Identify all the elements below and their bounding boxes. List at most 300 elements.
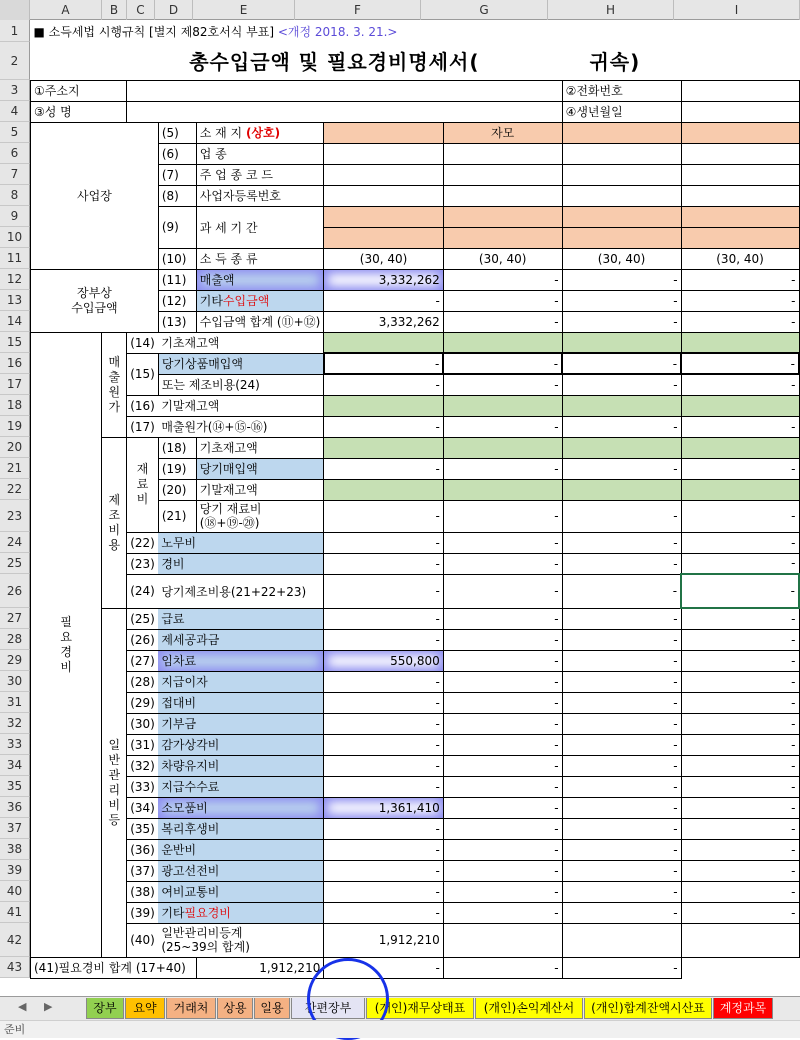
column-header[interactable]: H bbox=[548, 0, 674, 20]
fees-label: 지급수수료 bbox=[158, 776, 324, 797]
cell[interactable]: - bbox=[443, 269, 562, 290]
cell[interactable]: - bbox=[681, 416, 799, 437]
revenue-total-label: 수입금액 합계 (⑪+⑫) bbox=[196, 311, 324, 332]
row-header[interactable]: 10 bbox=[0, 227, 30, 248]
row-header[interactable]: 34 bbox=[0, 755, 30, 776]
cell[interactable] bbox=[562, 923, 681, 957]
row-header[interactable]: 30 bbox=[0, 671, 30, 692]
cell[interactable]: - bbox=[324, 860, 443, 881]
business-address-label: 소 재 지 (상호) bbox=[196, 122, 324, 143]
cell[interactable]: - bbox=[562, 629, 681, 650]
status-bar bbox=[0, 1020, 800, 1038]
cell[interactable] bbox=[324, 479, 443, 500]
row-number: (7) bbox=[158, 164, 196, 185]
cell[interactable]: - bbox=[562, 839, 681, 860]
income-type-i[interactable]: (30, 40) bbox=[681, 248, 799, 269]
sheet-tab[interactable]: 장부 bbox=[86, 998, 124, 1019]
opening-inventory-label: 기초재고액 bbox=[158, 332, 324, 353]
cell[interactable]: - bbox=[562, 416, 681, 437]
cell[interactable] bbox=[681, 479, 799, 500]
row-header[interactable]: 2 bbox=[0, 42, 30, 80]
row-number: (14) bbox=[127, 332, 159, 353]
row-number: (28) bbox=[127, 671, 159, 692]
industry-code-label: 주 업 종 코 드 bbox=[196, 164, 324, 185]
row-header[interactable]: 8 bbox=[0, 185, 30, 206]
row-header[interactable]: 18 bbox=[0, 395, 30, 416]
cell[interactable]: - bbox=[443, 629, 562, 650]
cell[interactable]: - bbox=[562, 353, 681, 374]
cell[interactable]: - bbox=[562, 650, 681, 671]
cell[interactable]: - bbox=[562, 553, 681, 574]
row-header[interactable]: 39 bbox=[0, 860, 30, 881]
cell[interactable] bbox=[681, 395, 799, 416]
cell[interactable]: - bbox=[562, 574, 681, 608]
cell[interactable]: - bbox=[324, 881, 443, 902]
row-number: (35) bbox=[127, 818, 159, 839]
cell[interactable]: - bbox=[443, 957, 562, 978]
cell[interactable]: - bbox=[681, 608, 799, 629]
row-header[interactable]: 33 bbox=[0, 734, 30, 755]
column-header[interactable]: D bbox=[155, 0, 193, 20]
supplies-f[interactable]: 1,361,410 bbox=[324, 797, 443, 818]
sheet-tab-bar bbox=[0, 996, 800, 1020]
business-address-h[interactable] bbox=[562, 122, 681, 143]
column-header[interactable]: I bbox=[674, 0, 800, 20]
cell[interactable] bbox=[443, 185, 562, 206]
cell[interactable]: - bbox=[443, 458, 562, 479]
cell[interactable]: - bbox=[443, 797, 562, 818]
cell[interactable] bbox=[324, 143, 443, 164]
sheet-tab[interactable]: 계정과목 bbox=[713, 998, 773, 1019]
row-header[interactable]: 11 bbox=[0, 248, 30, 269]
admin-group-label: 일 반 관 리 비 등 bbox=[102, 608, 127, 957]
taxes-label: 제세공과금 bbox=[158, 629, 324, 650]
cell[interactable]: - bbox=[324, 374, 443, 395]
cell[interactable]: - bbox=[443, 692, 562, 713]
cell[interactable] bbox=[681, 164, 799, 185]
cell[interactable]: - bbox=[681, 650, 799, 671]
row-number: (15) bbox=[127, 353, 159, 395]
row-number: (8) bbox=[158, 185, 196, 206]
cell[interactable]: - bbox=[324, 818, 443, 839]
cell[interactable]: - bbox=[443, 574, 562, 608]
overhead-label: 경비 bbox=[158, 553, 324, 574]
income-type-f[interactable]: (30, 40) bbox=[324, 248, 443, 269]
industry-label: 업 종 bbox=[196, 143, 324, 164]
rent-f[interactable]: 550,800 bbox=[324, 650, 443, 671]
tax-period-label: 과 세 기 간 bbox=[196, 206, 324, 248]
cell[interactable]: - bbox=[681, 902, 799, 923]
row-header[interactable]: 19 bbox=[0, 416, 30, 437]
business-address-f[interactable] bbox=[324, 122, 443, 143]
cell[interactable]: - bbox=[681, 755, 799, 776]
row-header[interactable]: 12 bbox=[0, 269, 30, 290]
cell[interactable]: - bbox=[562, 458, 681, 479]
cell[interactable]: - bbox=[324, 608, 443, 629]
sheet-tab[interactable]: (개인)합계잔액시산표 bbox=[584, 998, 712, 1019]
cell[interactable]: - bbox=[324, 574, 443, 608]
cell[interactable]: - bbox=[324, 458, 443, 479]
row-number: (29) bbox=[127, 692, 159, 713]
cell[interactable] bbox=[681, 227, 799, 248]
phone-value[interactable] bbox=[681, 80, 799, 101]
cell[interactable]: - bbox=[324, 553, 443, 574]
row-number: (12) bbox=[158, 290, 196, 311]
expense-total-label: (41)필요경비 합계 (17+40) bbox=[31, 957, 197, 978]
row-number: (27) bbox=[127, 650, 159, 671]
row-header[interactable]: 37 bbox=[0, 818, 30, 839]
cell[interactable]: - bbox=[443, 671, 562, 692]
cell[interactable]: - bbox=[681, 776, 799, 797]
row-header[interactable]: 14 bbox=[0, 311, 30, 332]
row-number: (31) bbox=[127, 734, 159, 755]
row-header[interactable]: 4 bbox=[0, 101, 30, 122]
cell[interactable]: - bbox=[562, 608, 681, 629]
cell[interactable]: - bbox=[681, 374, 799, 395]
cell[interactable] bbox=[324, 227, 443, 248]
row-header[interactable]: 9 bbox=[0, 206, 30, 227]
sheet-tab[interactable]: (개인)손익계산서 bbox=[475, 998, 583, 1019]
cell[interactable] bbox=[562, 227, 681, 248]
cell[interactable] bbox=[324, 437, 443, 458]
column-header[interactable]: G bbox=[421, 0, 548, 20]
cell[interactable]: - bbox=[681, 353, 799, 374]
cell[interactable]: - bbox=[443, 902, 562, 923]
row-number: (6) bbox=[158, 143, 196, 164]
cell[interactable]: - bbox=[681, 860, 799, 881]
sheet-tab[interactable]: 요약 bbox=[125, 998, 165, 1019]
row-header[interactable]: 35 bbox=[0, 776, 30, 797]
material-closing-label: 기말재고액 bbox=[196, 479, 324, 500]
admin-total-f[interactable]: 1,912,210 bbox=[324, 923, 443, 957]
cell[interactable] bbox=[562, 332, 681, 353]
select-all-corner[interactable] bbox=[0, 0, 30, 20]
expense-group-label: 필 요 경 비 bbox=[31, 332, 102, 957]
row-header[interactable]: 22 bbox=[0, 479, 30, 500]
shipping-label: 운반비 bbox=[158, 839, 324, 860]
cell[interactable]: - bbox=[562, 797, 681, 818]
row-number: (21) bbox=[158, 500, 196, 532]
name-value[interactable] bbox=[127, 101, 562, 122]
row-number: (9) bbox=[158, 206, 196, 248]
cell[interactable]: - bbox=[443, 734, 562, 755]
row-header[interactable]: 20 bbox=[0, 437, 30, 458]
row-number: (34) bbox=[127, 797, 159, 818]
cell[interactable]: - bbox=[562, 957, 681, 978]
cell[interactable]: - bbox=[681, 713, 799, 734]
labor-label: 노무비 bbox=[158, 532, 324, 553]
cell[interactable]: - bbox=[324, 957, 443, 978]
row-header[interactable]: 5 bbox=[0, 122, 30, 143]
address-label: ①주소지 bbox=[31, 80, 127, 101]
cell[interactable]: - bbox=[443, 608, 562, 629]
row-header[interactable]: 41 bbox=[0, 902, 30, 923]
cell[interactable]: - bbox=[562, 311, 681, 332]
income-type-label: 소 득 종 류 bbox=[196, 248, 324, 269]
revenue-total-f[interactable]: 3,332,262 bbox=[324, 311, 443, 332]
cell[interactable]: - bbox=[681, 532, 799, 553]
cell[interactable] bbox=[562, 395, 681, 416]
cell[interactable] bbox=[562, 437, 681, 458]
row-number: (17) bbox=[127, 416, 159, 437]
cell[interactable] bbox=[562, 479, 681, 500]
depreciation-label: 감가상각비 bbox=[158, 734, 324, 755]
row-header[interactable]: 7 bbox=[0, 164, 30, 185]
sales-f[interactable]: 3,332,262 bbox=[324, 269, 443, 290]
cell[interactable] bbox=[324, 206, 443, 227]
cell[interactable] bbox=[443, 923, 562, 957]
cell[interactable] bbox=[681, 143, 799, 164]
supplies-label: 소모품비 bbox=[158, 797, 324, 818]
business-address-g[interactable]: 자모 bbox=[443, 122, 562, 143]
cell[interactable]: - bbox=[324, 532, 443, 553]
cell[interactable]: - bbox=[562, 902, 681, 923]
cell[interactable]: - bbox=[562, 671, 681, 692]
cell[interactable]: - bbox=[562, 692, 681, 713]
cell[interactable]: - bbox=[562, 734, 681, 755]
cell[interactable]: - bbox=[681, 269, 799, 290]
sheet-tab[interactable]: 거래처 bbox=[166, 998, 216, 1019]
cell[interactable]: - bbox=[681, 458, 799, 479]
column-header[interactable]: C bbox=[127, 0, 155, 20]
cell[interactable] bbox=[324, 332, 443, 353]
row-header[interactable]: 17 bbox=[0, 374, 30, 395]
cell[interactable]: - bbox=[562, 269, 681, 290]
row-number: (23) bbox=[127, 553, 159, 574]
cell[interactable]: - bbox=[443, 881, 562, 902]
cell[interactable]: - bbox=[443, 353, 562, 374]
row-number: (33) bbox=[127, 776, 159, 797]
cell[interactable]: - bbox=[681, 818, 799, 839]
cell[interactable] bbox=[324, 185, 443, 206]
mfg-group-label: 제 조 비 용 bbox=[102, 437, 127, 608]
cell[interactable]: - bbox=[562, 713, 681, 734]
row-number: (26) bbox=[127, 629, 159, 650]
cell[interactable]: - bbox=[324, 902, 443, 923]
cell[interactable] bbox=[681, 923, 799, 957]
row-header[interactable]: 16 bbox=[0, 353, 30, 374]
row-header[interactable]: 26 bbox=[0, 574, 30, 608]
cell[interactable] bbox=[443, 332, 562, 353]
cell[interactable]: - bbox=[324, 713, 443, 734]
other-revenue-label: 기타수입금액 bbox=[196, 290, 324, 311]
column-header[interactable]: E bbox=[193, 0, 295, 20]
donation-label: 기부금 bbox=[158, 713, 324, 734]
cell[interactable]: - bbox=[324, 629, 443, 650]
cell[interactable]: - bbox=[681, 290, 799, 311]
cell[interactable]: - bbox=[562, 776, 681, 797]
admin-total-label: 일반관리비등계 (25~39의 합계) bbox=[158, 923, 324, 957]
form-rule-text: ■ 소득세법 시행규칙 [별지 제82호서식 부표] bbox=[33, 24, 275, 39]
cell[interactable] bbox=[443, 437, 562, 458]
cogs-group-label: 매 출 원 가 bbox=[102, 332, 127, 437]
cell[interactable] bbox=[562, 206, 681, 227]
cell[interactable]: - bbox=[443, 755, 562, 776]
form-rule-cell[interactable] bbox=[31, 20, 800, 42]
cell[interactable] bbox=[681, 206, 799, 227]
cell[interactable]: - bbox=[681, 797, 799, 818]
cell[interactable]: - bbox=[324, 839, 443, 860]
cell[interactable]: - bbox=[324, 692, 443, 713]
row-number: (37) bbox=[127, 860, 159, 881]
cell[interactable]: - bbox=[562, 290, 681, 311]
row-number: (11) bbox=[158, 269, 196, 290]
row-header[interactable]: 15 bbox=[0, 332, 30, 353]
cell[interactable] bbox=[562, 143, 681, 164]
row-header[interactable]: 38 bbox=[0, 839, 30, 860]
expense-total-f[interactable]: 1,912,210 bbox=[196, 957, 324, 978]
cell[interactable]: - bbox=[443, 290, 562, 311]
column-header[interactable]: F bbox=[295, 0, 421, 20]
purchase-label: 당기상품매입액 bbox=[158, 353, 324, 374]
cell[interactable]: - bbox=[562, 500, 681, 532]
cell[interactable]: - bbox=[324, 500, 443, 532]
row-number: (39) bbox=[127, 902, 159, 923]
address-value[interactable] bbox=[127, 80, 562, 101]
cell[interactable]: - bbox=[681, 839, 799, 860]
cell[interactable]: - bbox=[562, 818, 681, 839]
row-header[interactable]: 31 bbox=[0, 692, 30, 713]
cell[interactable] bbox=[443, 227, 562, 248]
row-header[interactable]: 27 bbox=[0, 608, 30, 629]
row-number: (20) bbox=[158, 479, 196, 500]
cell[interactable]: - bbox=[324, 755, 443, 776]
row-header[interactable]: 6 bbox=[0, 143, 30, 164]
cell[interactable]: - bbox=[324, 671, 443, 692]
column-header[interactable]: A bbox=[30, 0, 102, 20]
cell[interactable] bbox=[324, 395, 443, 416]
cell[interactable]: - bbox=[681, 500, 799, 532]
cell[interactable]: - bbox=[681, 734, 799, 755]
cell[interactable] bbox=[443, 164, 562, 185]
row-header[interactable]: 43 bbox=[0, 957, 30, 978]
cell[interactable]: - bbox=[324, 776, 443, 797]
advertising-label: 광고선전비 bbox=[158, 860, 324, 881]
cell[interactable] bbox=[562, 164, 681, 185]
cell[interactable]: - bbox=[562, 532, 681, 553]
row-header[interactable]: 40 bbox=[0, 881, 30, 902]
cell[interactable]: - bbox=[681, 671, 799, 692]
revenue-group-label: 장부상 수입금액 bbox=[31, 269, 159, 332]
row-number: (19) bbox=[158, 458, 196, 479]
cell[interactable] bbox=[324, 164, 443, 185]
row-header[interactable]: 13 bbox=[0, 290, 30, 311]
column-header-bar bbox=[0, 0, 800, 20]
sheet-tab[interactable]: 일용 bbox=[254, 998, 290, 1019]
salary-label: 급료 bbox=[158, 608, 324, 629]
cell[interactable]: - bbox=[324, 734, 443, 755]
row-header[interactable]: 23 bbox=[0, 500, 30, 532]
birth-label: ④생년월일 bbox=[562, 101, 681, 122]
form-title-suffix: 귀속) bbox=[589, 50, 641, 75]
row-header[interactable]: 1 bbox=[0, 20, 30, 42]
travel-label: 여비교통비 bbox=[158, 881, 324, 902]
row-header[interactable]: 42 bbox=[0, 923, 30, 957]
tab-scroll-right-icon[interactable]: ▶ bbox=[44, 1000, 53, 1013]
cell[interactable]: - bbox=[681, 692, 799, 713]
row-header[interactable]: 21 bbox=[0, 458, 30, 479]
sales-label: 매출액 bbox=[196, 269, 324, 290]
row-header[interactable]: 29 bbox=[0, 650, 30, 671]
row-header[interactable]: 25 bbox=[0, 553, 30, 574]
cell[interactable] bbox=[681, 437, 799, 458]
cell[interactable]: - bbox=[443, 374, 562, 395]
row-header[interactable]: 3 bbox=[0, 80, 30, 101]
cell[interactable]: - bbox=[443, 311, 562, 332]
cell[interactable]: - bbox=[324, 353, 443, 374]
birth-value[interactable] bbox=[681, 101, 799, 122]
material-group-label: 재 료 비 bbox=[127, 437, 159, 532]
cell[interactable]: - bbox=[681, 881, 799, 902]
form-title-cell[interactable] bbox=[31, 42, 800, 80]
row-header[interactable]: 32 bbox=[0, 713, 30, 734]
cell[interactable]: - bbox=[443, 532, 562, 553]
cell[interactable]: - bbox=[324, 290, 443, 311]
row-header[interactable]: 36 bbox=[0, 797, 30, 818]
cell[interactable]: - bbox=[443, 553, 562, 574]
cell[interactable] bbox=[681, 332, 799, 353]
cell[interactable] bbox=[443, 143, 562, 164]
cell[interactable]: - bbox=[562, 755, 681, 776]
cell[interactable] bbox=[443, 206, 562, 227]
cell[interactable]: - bbox=[443, 818, 562, 839]
cell[interactable]: - bbox=[443, 839, 562, 860]
cell[interactable]: - bbox=[443, 416, 562, 437]
vehicle-label: 차량유지비 bbox=[158, 755, 324, 776]
welfare-label: 복리후생비 bbox=[158, 818, 324, 839]
row-number: (30) bbox=[127, 713, 159, 734]
cell[interactable]: - bbox=[562, 881, 681, 902]
entertainment-label: 접대비 bbox=[158, 692, 324, 713]
cell[interactable]: - bbox=[443, 650, 562, 671]
income-type-h[interactable]: (30, 40) bbox=[562, 248, 681, 269]
cell[interactable]: - bbox=[681, 553, 799, 574]
name-label: ③성 명 bbox=[31, 101, 127, 122]
column-header[interactable]: B bbox=[102, 0, 127, 20]
cell[interactable]: - bbox=[681, 629, 799, 650]
cell[interactable]: - bbox=[443, 500, 562, 532]
row-number: (16) bbox=[127, 395, 159, 416]
cell[interactable] bbox=[443, 395, 562, 416]
sheet-tab[interactable]: (개인)재무상태표 bbox=[366, 998, 474, 1019]
row-number: (10) bbox=[158, 248, 196, 269]
cogs-label: 매출원가(⑭+⑮-⑯) bbox=[158, 416, 324, 437]
row-header[interactable]: 24 bbox=[0, 532, 30, 553]
cell[interactable]: - bbox=[324, 416, 443, 437]
cell[interactable] bbox=[681, 185, 799, 206]
status-text: 준비 bbox=[4, 1023, 26, 1036]
cell[interactable]: - bbox=[562, 860, 681, 881]
cell[interactable]: - bbox=[681, 311, 799, 332]
income-type-g[interactable]: (30, 40) bbox=[443, 248, 562, 269]
tab-scroll-left-icon[interactable]: ◀ bbox=[18, 1000, 27, 1013]
other-expense-label: 기타필요경비 bbox=[158, 902, 324, 923]
interest-label: 지급이자 bbox=[158, 671, 324, 692]
selected-cell[interactable]: - bbox=[681, 574, 799, 608]
row-number: (25) bbox=[127, 608, 159, 629]
cell[interactable]: - bbox=[443, 860, 562, 881]
cell[interactable]: - bbox=[443, 713, 562, 734]
business-address-i[interactable] bbox=[681, 122, 799, 143]
sheet-tab[interactable]: 간편장부 bbox=[291, 998, 365, 1019]
row-number: (13) bbox=[158, 311, 196, 332]
cell[interactable]: - bbox=[443, 776, 562, 797]
cell[interactable]: - bbox=[562, 374, 681, 395]
cell[interactable] bbox=[443, 479, 562, 500]
sheet-tab[interactable]: 상용 bbox=[217, 998, 253, 1019]
row-header[interactable]: 28 bbox=[0, 629, 30, 650]
cell[interactable] bbox=[562, 185, 681, 206]
